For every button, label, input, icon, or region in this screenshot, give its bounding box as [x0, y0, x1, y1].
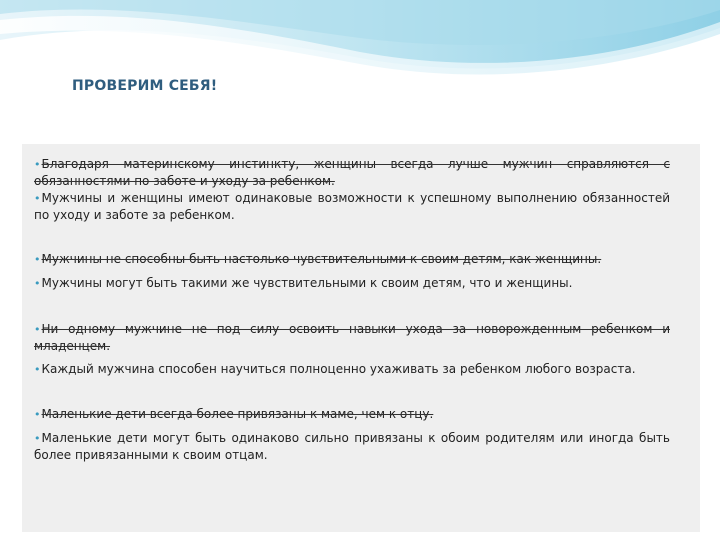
- statement-text: Мужчины могут быть такими же чувствительными к своим детям, что и женщины.: [41, 276, 573, 290]
- bullet-icon: •: [34, 323, 41, 336]
- statement-text: Каждый мужчина способен научиться полноценно ухаживать за ребенком любого возраста.: [41, 362, 636, 376]
- statement-text: Благодаря материнскому инстинкту, женщины всегда лучше мужчин справляются с обязанностями по заботе и уходу за ребенком.: [34, 157, 670, 188]
- bullet-icon: •: [34, 253, 41, 266]
- statement-text: Мужчины и женщины имеют одинаковые возможности к успешному выполнению обязанностей по уходу и заботе за ребенком.: [34, 191, 670, 222]
- statement-corrected: [34, 190, 670, 224]
- bullet-icon: •: [34, 408, 41, 421]
- statement-struck: [34, 321, 670, 355]
- statement-text: Мужчины не способны быть настолько чувствительными к своим детям, как женщины.: [41, 252, 602, 266]
- bullet-icon: •: [34, 363, 41, 376]
- statement-corrected: [34, 361, 670, 378]
- statement-struck: [34, 156, 670, 190]
- statement-corrected: [34, 275, 670, 292]
- bullet-icon: •: [34, 277, 41, 290]
- header-wave-decoration: [0, 0, 720, 120]
- statement-struck: [34, 406, 670, 423]
- statement-text: Маленькие дети могут быть одинаково сильно привязаны к обоим родителям или иногда быть более привязанными к своим отцам.: [34, 431, 670, 462]
- statement-text: Ни одному мужчине не под силу освоить навыки ухода за новорожденным ребенком и младенцем.: [34, 322, 670, 353]
- bullet-icon: •: [34, 432, 41, 445]
- bullet-icon: •: [34, 192, 41, 205]
- bullet-icon: •: [34, 158, 41, 171]
- statement-text: Маленькие дети всегда более привязаны к маме, чем к отцу.: [41, 407, 434, 421]
- slide-title: ПРОВЕРИМ СЕБЯ!: [72, 78, 218, 94]
- statement-struck: [34, 251, 670, 268]
- statement-corrected: [34, 430, 670, 464]
